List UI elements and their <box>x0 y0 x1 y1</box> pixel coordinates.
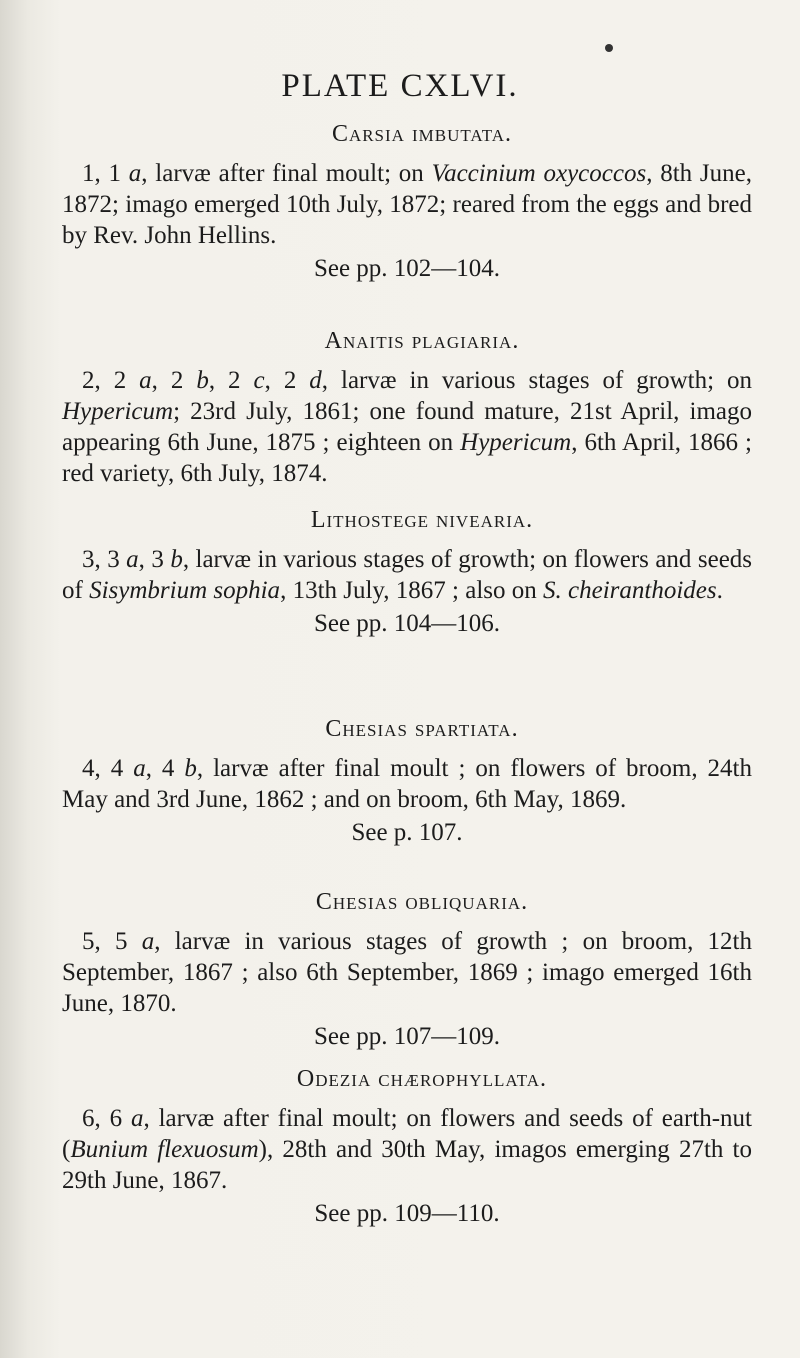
section-anaitis <box>62 325 752 489</box>
page-reference: See pp. 109—110. <box>314 1200 500 1227</box>
page-reference: See pp. 107—109. <box>313 1023 501 1050</box>
description: 5, 5 a, larvæ in various stages of growth ; on broom, 12th September, 1867 ; also 6th September, 1869 ; imago emerged 16th June, 1870. <box>62 928 753 1017</box>
section-lithostege <box>62 504 752 639</box>
plate-title: PLATE CXLVI. <box>281 68 519 104</box>
species-heading: Anaitis plagiaria. <box>324 328 520 354</box>
species-heading: Carsia imbutata. <box>331 121 513 147</box>
section-carsia <box>62 118 752 284</box>
description: 4, 4 a, 4 b, larvæ after final moult ; on flowers of broom, 24th May and 3rd June, 1862 ; and on broom, 6th May, 1869. <box>62 755 752 813</box>
species-heading: Lithostege nivearia. <box>310 507 534 533</box>
description: 2, 2 a, 2 b, 2 c, 2 d, larvæ in various stages of growth; on Hypericum; 23rd July, 1861; one found mature, 21st April, imago appearing 6th June, 1875 ; eighteen on Hypericum, 6th April, 1866 ; red variety, 6th July, 1874. <box>62 367 753 487</box>
section-chesias-spartiata <box>62 713 752 848</box>
section-chesias-obliquaria <box>62 886 752 1052</box>
species-heading: Chesias spartiata. <box>325 716 519 742</box>
description: 3, 3 a, 3 b, larvæ in various stages of growth; on flowers and seeds of Sisymbrium sophia, 13th July, 1867 ; also on S. cheiranthoides. <box>62 546 753 604</box>
page-reference: See pp. 102—104. <box>313 255 501 282</box>
ink-spot <box>605 44 613 52</box>
species-heading: Chesias obliquaria. <box>315 889 529 915</box>
species-heading: Odezia chærophyllata. <box>296 1066 548 1092</box>
page-reference: See pp. 104—106. <box>313 610 501 637</box>
page-reference: See p. 107. <box>351 819 463 846</box>
description: 6, 6 a, larvæ after final moult; on flowers and seeds of earth-nut (Bunium flexuosum), 28th and 30th May, imagos emerging 27th to 29th June, 1867. <box>62 1105 752 1194</box>
section-odezia <box>62 1063 752 1229</box>
description: 1, 1 a, larvæ after final moult; on Vaccinium oxycoccos, 8th June, 1872; imago emerged 10th July, 1872; reared from the eggs and bred by Rev. John Hellins. <box>62 160 752 249</box>
